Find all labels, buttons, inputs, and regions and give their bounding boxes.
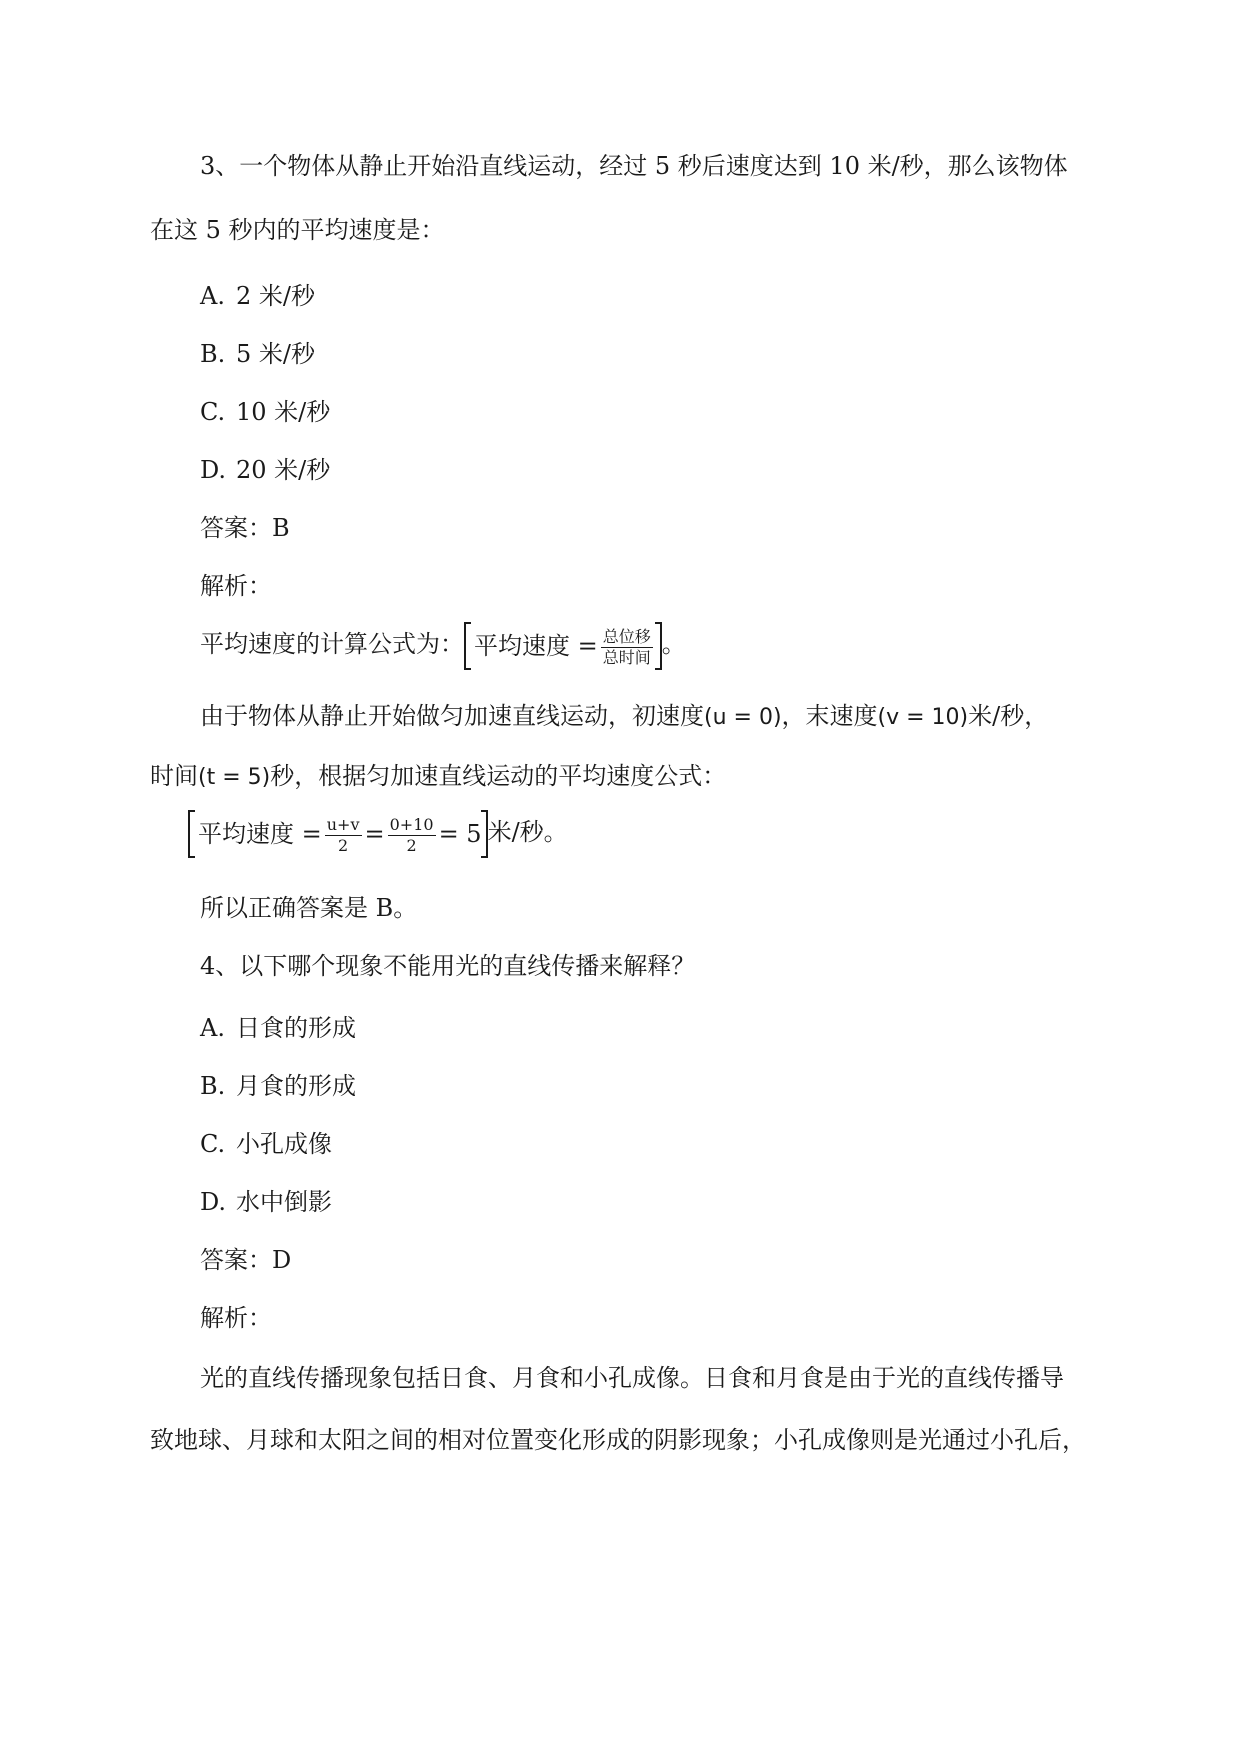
calc-lhs: 平均速度 =: [198, 819, 322, 848]
text-segment: 米/秒，: [968, 702, 1049, 730]
option-text: 2 米/秒: [236, 282, 315, 310]
q3-answer: 答案：B: [200, 514, 290, 542]
option-label: C.: [200, 1130, 226, 1158]
calc-box: [188, 810, 488, 858]
q3-option-a: [200, 280, 315, 312]
math-v: (v = 10): [877, 705, 969, 730]
q4-answer: 答案：D: [200, 1246, 292, 1274]
text-segment: 秒，根据匀加速直线运动的平均速度公式：: [270, 762, 727, 790]
q4-explain-line2: 致地球、月球和太阳之间的相对位置变化形成的阴影现象；小孔成像则是光通过小孔后，: [150, 1426, 1086, 1454]
option-text: 5 米/秒: [236, 340, 315, 368]
text-segment: 时间: [150, 762, 198, 790]
formula-lhs: 平均速度 =: [474, 631, 598, 660]
formula-box: [464, 622, 662, 670]
q3-option-d: [200, 454, 330, 486]
option-label: A.: [200, 1014, 225, 1042]
bracket-right: [481, 810, 488, 858]
option-label: D.: [200, 1188, 227, 1216]
option-label: D.: [200, 456, 227, 484]
bracket-left: [464, 622, 471, 670]
calc-result: = 5: [438, 819, 482, 848]
fraction-numerator: u+v: [326, 814, 360, 834]
q3-option-c: [200, 396, 330, 428]
q3-stem-line1: 3、一个物体从静止开始沿直线运动，经过 5 秒后速度达到 10 米/秒，那么该物体: [200, 152, 1068, 180]
option-text: 20 米/秒: [236, 456, 331, 484]
q4-option-c: [200, 1128, 332, 1160]
fraction-denominator: 2: [338, 835, 349, 855]
fraction-denominator: 总时间: [602, 647, 651, 667]
q4-option-d: [200, 1186, 332, 1218]
q3-stem-line2: 在这 5 秒内的平均速度是：: [150, 216, 445, 244]
bracket-right: [655, 622, 662, 670]
option-label: B.: [200, 1072, 226, 1100]
q4-stem: 4、以下哪个现象不能用光的直线传播来解释？: [200, 952, 696, 980]
option-label: A.: [200, 282, 225, 310]
fraction-numerator: 总位移: [602, 626, 651, 646]
calc-equals: =: [364, 819, 385, 848]
q3-calc-line: [188, 808, 568, 858]
text-segment: ，末速度: [781, 702, 878, 730]
option-text: 小孔成像: [236, 1130, 332, 1158]
formula-end: 。: [661, 630, 686, 658]
option-text: 10 米/秒: [236, 398, 331, 426]
option-text: 月食的形成: [236, 1072, 356, 1100]
option-text: 日食的形成: [236, 1014, 356, 1042]
q4-analysis-label: 解析：: [200, 1304, 272, 1332]
bracket-left: [188, 810, 195, 858]
formula-fraction: [601, 627, 653, 668]
option-label: C.: [200, 398, 226, 426]
formula-intro: 平均速度的计算公式为：: [200, 630, 464, 658]
q4-option-b: [200, 1070, 356, 1102]
q3-explain-line1: [200, 700, 1048, 734]
q3-explain-line2: [150, 760, 726, 794]
calc-unit: 米/秒。: [487, 818, 568, 846]
option-label: B.: [200, 340, 226, 368]
q3-option-b: [200, 338, 315, 370]
q3-conclusion: 所以正确答案是 B。: [200, 894, 418, 922]
math-u: (u = 0): [704, 705, 782, 730]
text-segment: 由于物体从静止开始做匀加速直线运动，初速度: [200, 702, 704, 730]
q4-explain-line1: 光的直线传播现象包括日食、月食和小孔成像。日食和月食是由于光的直线传播导: [200, 1364, 1064, 1392]
q3-analysis-label: 解析：: [200, 572, 272, 600]
math-t: (t = 5): [198, 765, 271, 790]
q3-formula-line: [200, 620, 686, 670]
calc-fraction-2: [388, 815, 436, 856]
calc-fraction-1: [325, 815, 362, 856]
option-text: 水中倒影: [236, 1188, 332, 1216]
fraction-denominator: 2: [406, 835, 417, 855]
q4-option-a: [200, 1012, 356, 1044]
fraction-numerator: 0+10: [389, 814, 434, 834]
